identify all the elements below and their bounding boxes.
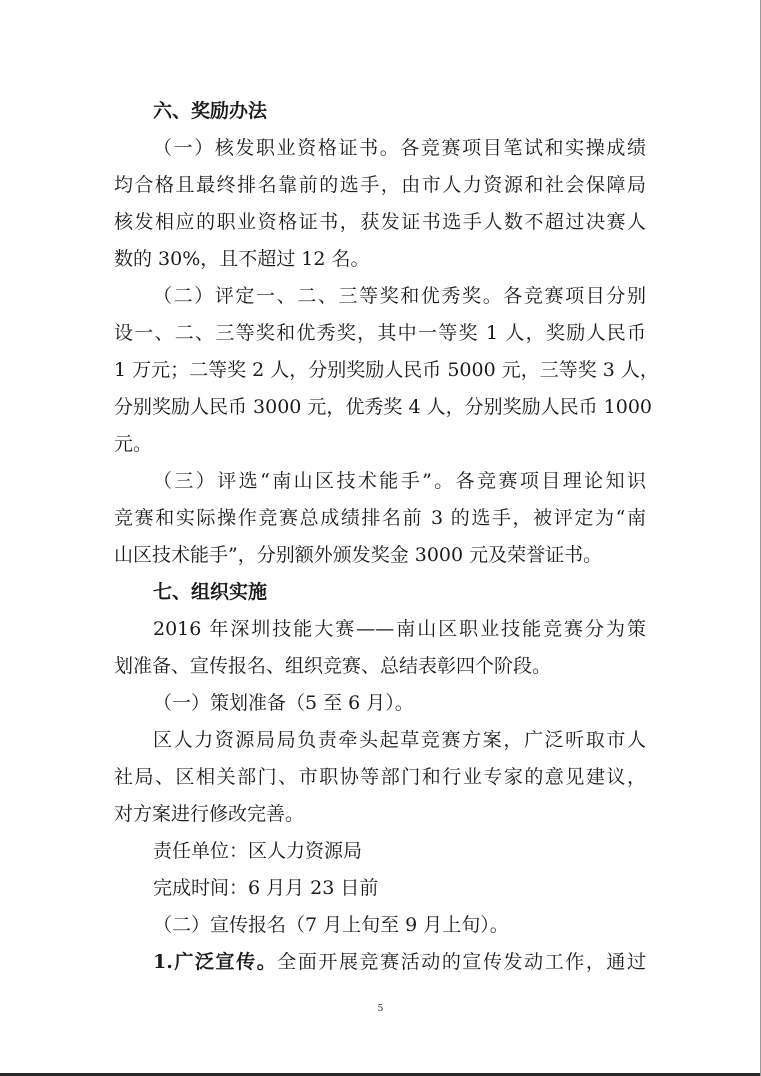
paragraph-line: 2016 年深圳技能大赛——南山区职业技能竞赛分为策	[153, 618, 646, 640]
responsible-unit: 责任单位：区人力资源局	[153, 840, 363, 862]
paragraph-line: 划准备、宣传报名、组织竞赛、总结表彰四个阶段。	[114, 655, 552, 677]
item-text: 全面开展竞赛活动的宣传发动工作，通过	[277, 951, 646, 973]
paragraph-line: 设一、二、三等奖和优秀奖，其中一等奖 1 人，奖励人民币	[114, 322, 646, 344]
paragraph-line: 数的 30%，且不超过 12 名。	[114, 248, 370, 270]
paragraph-line: （三）评选“南山区技术能手”。各竞赛项目理论知识	[153, 470, 646, 492]
item-lead: 1.广泛宣传。	[153, 951, 278, 973]
completion-time: 完成时间：6 月月 23 日前	[153, 877, 379, 899]
paragraph-line: 对方案进行修改完善。	[114, 803, 305, 825]
paragraph-line: 元。	[114, 433, 153, 455]
paragraph-line: 核发相应的职业资格证书，获发证书选手人数不超过决赛人	[114, 211, 646, 233]
paragraph-line: 社局、区相关部门、市职协等部门和行业专家的意见建议，	[114, 766, 646, 788]
paragraph-line: 均合格且最终排名靠前的选手，由市人力资源和社会保障局	[114, 174, 646, 196]
paragraph-line: 竞赛和实际操作竞赛总成绩排名前 3 的选手，被评定为“南	[114, 507, 646, 529]
paragraph-line: （二）评定一、二、三等奖和优秀奖。各竞赛项目分别	[153, 285, 646, 307]
paragraph-line: （一）核发职业资格证书。各竞赛项目笔试和实操成绩	[153, 137, 646, 159]
section-heading-rewards: 六、奖励办法	[153, 100, 268, 122]
section-heading-organization: 七、组织实施	[153, 581, 268, 603]
paragraph-line: 区人力资源局局负责牵头起草竞赛方案，广泛听取市人	[153, 729, 646, 751]
page-number: 5	[377, 1004, 384, 1014]
subsection-heading: （一）策划准备（5 至 6 月）。	[153, 692, 414, 714]
subsection-heading: （二）宣传报名（7 月上旬至 9 月上旬）。	[153, 914, 509, 936]
paragraph-line: 山区技术能手”，分别额外颁发奖金 3000 元及荣誉证书。	[114, 544, 603, 566]
paragraph-line	[153, 950, 646, 974]
paragraph-line: 分别奖励人民币 3000 元，优秀奖 4 人，分别奖励人民币 1000	[114, 396, 652, 418]
paragraph-line: 1 万元；二等奖 2 人，分别奖励人民币 5000 元，三等奖 3 人，	[114, 359, 659, 381]
